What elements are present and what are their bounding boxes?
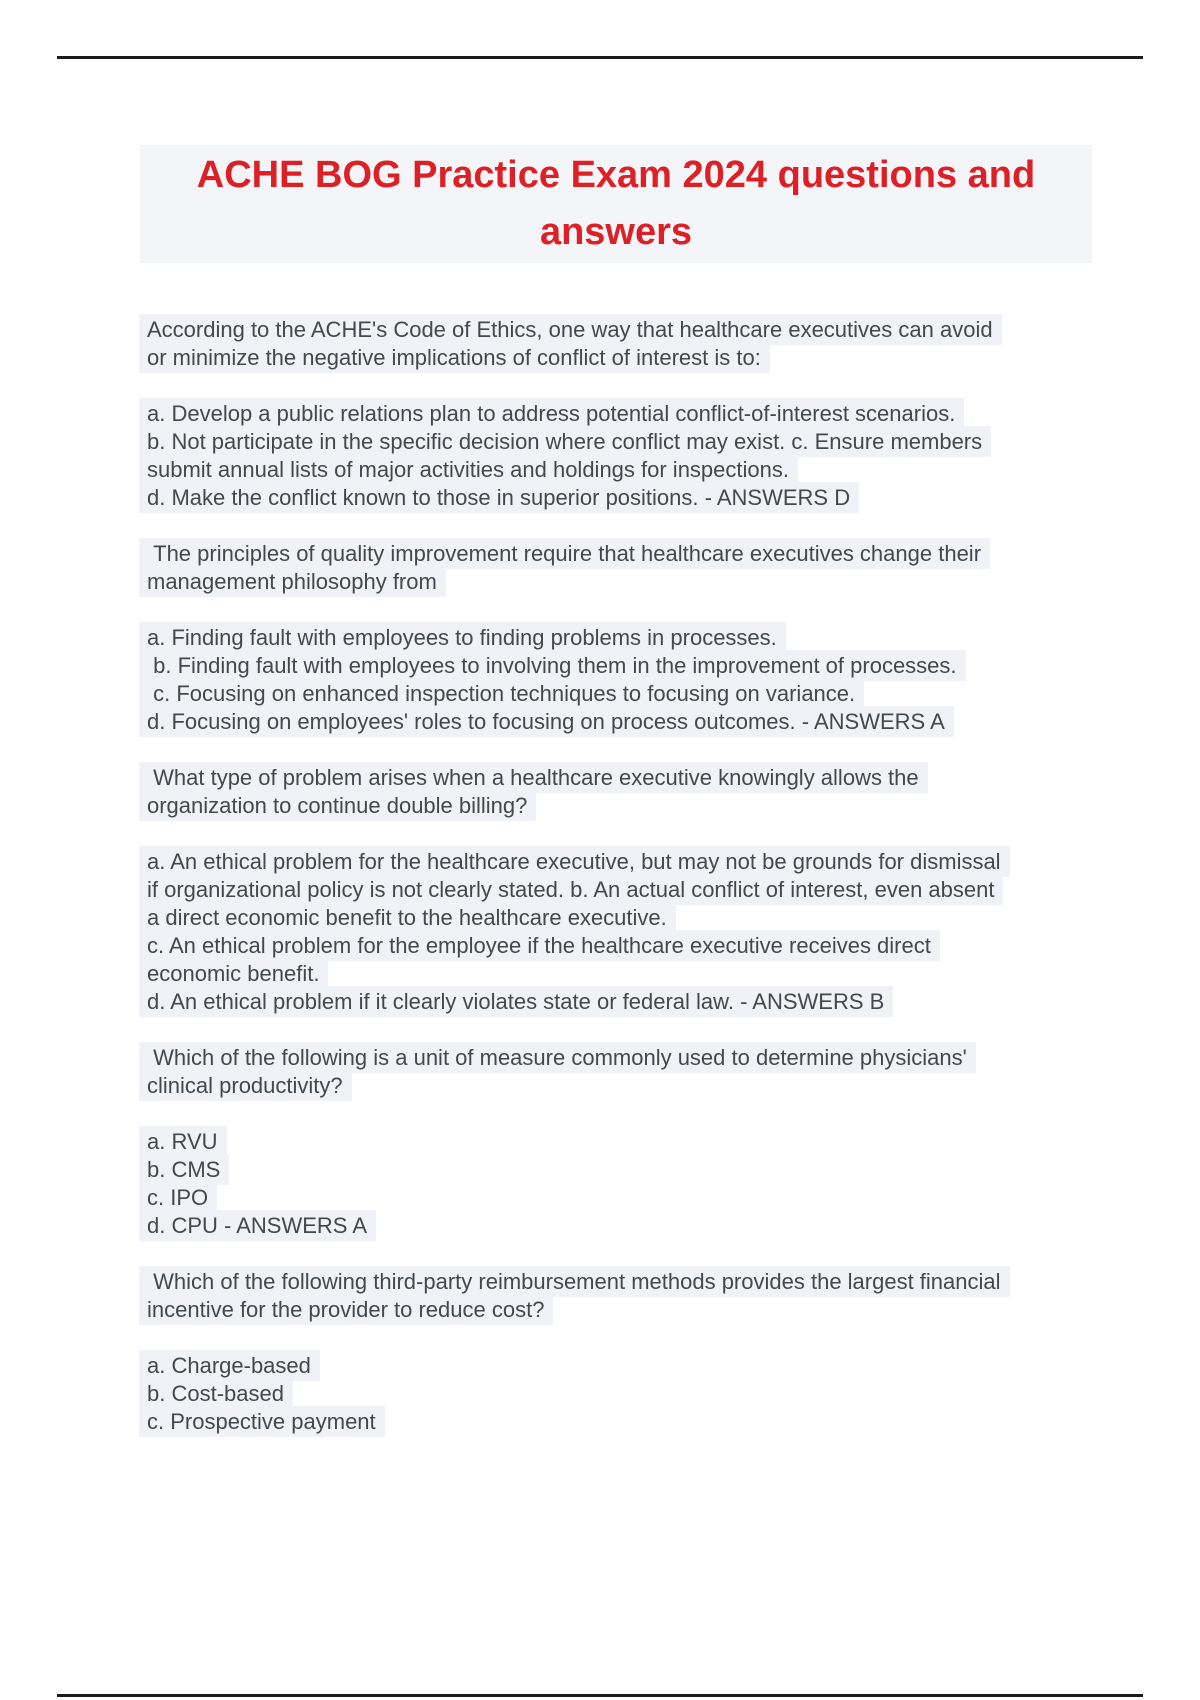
text-line-highlight: c. An ethical problem for the employee if the healthcare executive receives direct: [139, 930, 940, 961]
text-line-highlight: b. CMS: [139, 1154, 229, 1185]
text-line: [147, 848, 1127, 876]
text-line: [147, 316, 1127, 344]
text-line-highlight: a. Charge-based: [139, 1350, 320, 1381]
text-line-highlight: a. Develop a public relations plan to address potential conflict-of-interest scenarios.: [139, 398, 964, 429]
options-paragraph: [147, 624, 1127, 736]
text-line-highlight: incentive for the provider to reduce cost?: [139, 1294, 553, 1325]
text-line: [147, 428, 1127, 456]
document-title: [140, 145, 1092, 263]
text-line: [147, 624, 1127, 652]
text-line: [147, 1212, 1127, 1240]
text-line-highlight: b. Not participate in the specific decision where conflict may exist. c. Ensure members: [139, 426, 991, 457]
question-paragraph: [147, 540, 1127, 596]
text-line-highlight: b. Finding fault with employees to involving them in the improvement of processes.: [139, 650, 966, 681]
text-line-highlight: The principles of quality improvement require that healthcare executives change their: [139, 538, 990, 569]
text-line: [147, 1044, 1127, 1072]
text-line: [147, 344, 1127, 372]
text-line-highlight: Which of the following is a unit of measure commonly used to determine physicians': [139, 1042, 976, 1073]
bottom-rule: [57, 1694, 1143, 1697]
options-paragraph: [147, 1128, 1127, 1240]
text-line-highlight: Which of the following third-party reimbursement methods provides the largest financial: [139, 1266, 1010, 1297]
text-line-highlight: organization to continue double billing?: [139, 790, 536, 821]
text-line: [147, 932, 1127, 960]
text-line: [147, 652, 1127, 680]
text-line-highlight: a. Finding fault with employees to finding problems in processes.: [139, 622, 786, 653]
text-line-highlight: According to the ACHE's Code of Ethics, one way that healthcare executives can avoid: [139, 314, 1002, 345]
text-line: [147, 1184, 1127, 1212]
text-line-highlight: c. IPO: [139, 1182, 217, 1213]
text-line-highlight: What type of problem arises when a healthcare executive knowingly allows the: [139, 762, 928, 793]
text-line-highlight: c. Prospective payment: [139, 1406, 385, 1437]
title-line-1: ACHE BOG Practice Exam 2024 questions and: [196, 154, 1036, 196]
text-line: [147, 1268, 1127, 1296]
text-line: [147, 764, 1127, 792]
text-line-highlight: clinical productivity?: [139, 1070, 352, 1101]
text-line-highlight: management philosophy from: [139, 566, 446, 597]
text-line-highlight: d. CPU - ANSWERS A: [139, 1210, 376, 1241]
options-paragraph: [147, 400, 1127, 512]
text-line: [147, 792, 1127, 820]
text-line: [147, 1072, 1127, 1100]
text-line: [147, 960, 1127, 988]
text-line: [147, 484, 1127, 512]
text-line-highlight: d. Focusing on employees' roles to focusing on process outcomes. - ANSWERS A: [139, 706, 954, 737]
text-line-highlight: b. Cost-based: [139, 1378, 293, 1409]
text-line: [147, 876, 1127, 904]
text-line: [147, 1156, 1127, 1184]
document-body: [147, 316, 1127, 1464]
question-paragraph: [147, 1268, 1127, 1324]
options-paragraph: [147, 848, 1127, 1016]
text-line-highlight: d. Make the conflict known to those in superior positions. - ANSWERS D: [139, 482, 859, 513]
text-line: [147, 540, 1127, 568]
text-line: [147, 904, 1127, 932]
text-line-highlight: a direct economic benefit to the healthcare executive.: [139, 902, 676, 933]
text-line: [147, 1128, 1127, 1156]
text-line-highlight: c. Focusing on enhanced inspection techniques to focusing on variance.: [139, 678, 864, 709]
text-line: [147, 988, 1127, 1016]
text-line: [147, 1380, 1127, 1408]
text-line-highlight: economic benefit.: [139, 958, 328, 989]
options-paragraph: [147, 1352, 1127, 1436]
question-paragraph: [147, 1044, 1127, 1100]
question-paragraph: [147, 316, 1127, 372]
text-line: [147, 1352, 1127, 1380]
text-line-highlight: submit annual lists of major activities and holdings for inspections.: [139, 454, 798, 485]
text-line-highlight: a. RVU: [139, 1126, 227, 1157]
top-rule: [57, 56, 1143, 59]
title-line-2: answers: [539, 211, 693, 253]
text-line-highlight: if organizational policy is not clearly stated. b. An actual conflict of interest, even absent: [139, 874, 1003, 905]
text-line: [147, 400, 1127, 428]
text-line-highlight: a. An ethical problem for the healthcare executive, but may not be grounds for dismissal: [139, 846, 1010, 877]
text-line: [147, 568, 1127, 596]
text-line-highlight: d. An ethical problem if it clearly violates state or federal law. - ANSWERS B: [139, 986, 893, 1017]
question-paragraph: [147, 764, 1127, 820]
text-line: [147, 456, 1127, 484]
text-line: [147, 1408, 1127, 1436]
text-line: [147, 680, 1127, 708]
text-line: [147, 1296, 1127, 1324]
text-line-highlight: or minimize the negative implications of conflict of interest is to:: [139, 342, 770, 373]
text-line: [147, 708, 1127, 736]
